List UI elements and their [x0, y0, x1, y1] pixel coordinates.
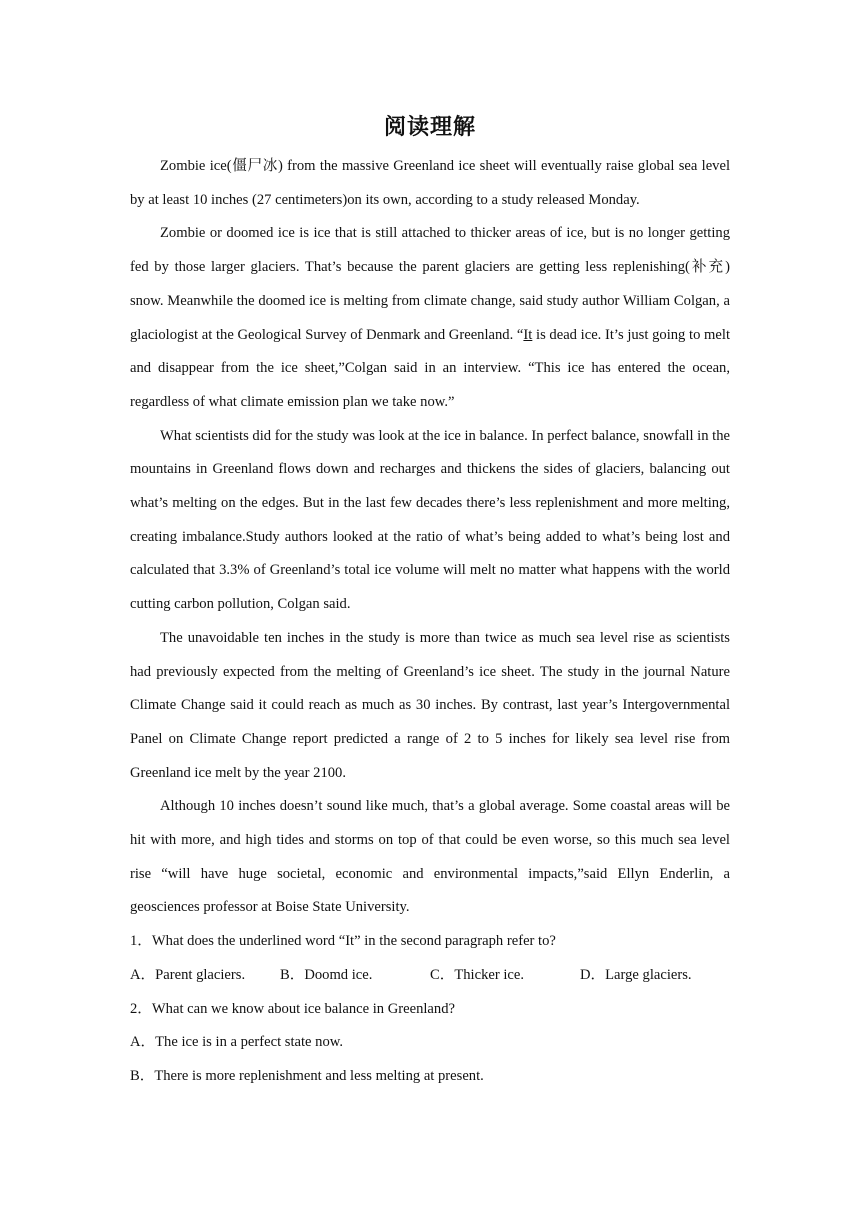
question-1-stem: 1．What does the underlined word “It” in the second paragraph refer to? [130, 933, 556, 950]
passage-paragraph-5: Although 10 inches doesn’t sound like much, that’s a global average. Some coastal areas will be hit with more, and high tides and storms on top of that could be even worse, so this much sea level rise “will have huge societal, economic and environmental impacts,”said Ellyn Enderlin, a geosciences professor at Boise State University. [130, 798, 730, 916]
question-1-option-d: D．Large glaciers. [580, 966, 692, 983]
page-title: 阅读理解 [383, 114, 476, 140]
paragraph-2-text-end: is dead ice. It’s just going to melt and disappear from the ice sheet,”Colgan said in an interview. “This ice has entered the ocean, regardless of what climate emission plan we take now.” [130, 326, 730, 410]
question-2-option-b: B．There is more replenishment and less melting at present. [130, 1067, 484, 1084]
question-2-option-a: A．The ice is in a perfect state now. [130, 1034, 344, 1051]
passage-paragraph-2 [130, 217, 730, 419]
question-1-options [130, 959, 730, 993]
passage-paragraph-4: The unavoidable ten inches in the study is more than twice as much sea level rise as scientists had previously expected from the melting of Greenland’s ice sheet. The study in the journal Nature Climate Change said it could reach as much as 30 inches. By contrast, last year’s Intergovernmental Panel on Climate Change report predicted a range of 2 to 5 inches for likely sea level rise from Greenland ice melt by the year 2100. [130, 629, 730, 781]
document-body [130, 150, 730, 1094]
passage-paragraph-3: What scientists did for the study was look at the ice in balance. In perfect balance, snowfall in the mountains in Greenland flows down and recharges and thickens the sides of glaciers, balancing out what’s melting on the edges. But in the last few decades there’s less replenishment and more melting, creating imbalance.Study authors looked at the ratio of what’s being added to what’s being lost and calculated that 3.3% of Greenland’s total ice volume will melt no matter what happens with the world cutting carbon pollution, Colgan said. [130, 427, 730, 613]
underlined-word: It [523, 326, 533, 343]
question-1-option-a: A．Parent glaciers. [130, 966, 246, 983]
question-1-option-b: B．Doomd ice. [280, 966, 373, 983]
paragraph-2-text-start: Zombie or doomed ice is ice that is still attached to thicker areas of ice, but is no longer getting fed by those larger glaciers. That’s because the parent glaciers are getting less replenishing(补充) snow. Meanwhile the doomed ice is melting from climate change, said study author William Colgan, a glaciologist at the Geological Survey of Denmark and Greenland. “ [130, 225, 730, 343]
question-1-option-c: C．Thicker ice. [430, 966, 525, 983]
passage-paragraph-1: Zombie ice(僵尸冰) from the massive Greenland ice sheet will eventually raise global sea level by at least 10 inches (27 centimeters)on its own, according to a study released Monday. [130, 158, 730, 208]
question-2-stem: 2．What can we know about ice balance in Greenland? [130, 1000, 455, 1017]
